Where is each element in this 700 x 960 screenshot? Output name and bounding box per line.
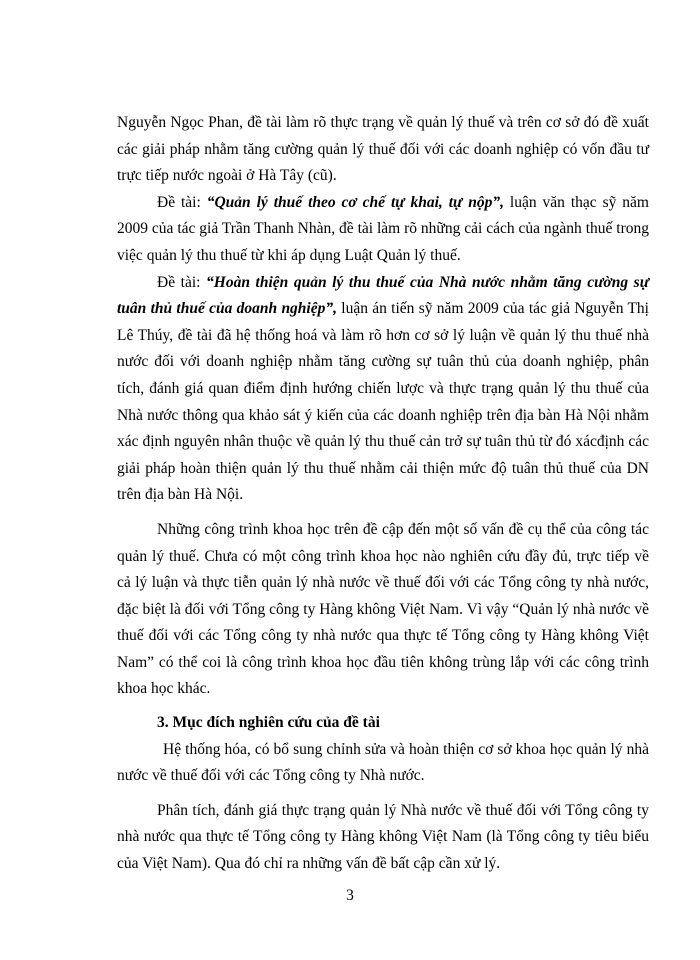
thesis-title: “Hoàn thiện quản lý thu thuế của Nhà nước nhằm tăng cường sự tuân thủ thuế của doanh nghiệp”, [117, 273, 649, 318]
paragraph-label: Đề tài: [157, 273, 207, 291]
paragraph-tax-compliance-thesis [117, 270, 649, 509]
paragraph-text: luận án tiến sỹ năm 2009 của tác giả Nguyễn Thị Lê Thúy, đề tài đã hệ thống hoá và làm rõ hơn cơ sở lý luận về quản lý thu thuế nhà nước đối với doanh nghiệp nhằm tăng cường sự tuân thủ của doanh nghiệp, phân tích, đánh giá quan điểm định hướng chiến lược và thực trạng quản lý thu thuế của Nhà nước thông qua khảo sát ý kiến của các doanh nghiệp trên địa bàn Hà Nội nhằm xác định nguyên nhân thuộc về quản lý thu thuế cản trở sự tuân thủ từ đó xácđịnh các giải pháp hoàn thiện quản lý thu thuế nhằm cải thiện mức độ tuân thủ thuế của DN trên địa bàn Hà Nội. [117, 300, 649, 504]
paragraph-objective-1: Hệ thống hóa, có bổ sung chỉnh sửa và hoàn thiện cơ sở khoa học quản lý nhà nước về thuế đối với các Tổng công ty Nhà nước. [117, 740, 649, 785]
document-body [117, 110, 649, 878]
section-heading: 3. Mục đích nghiên cứu của đề tài [157, 714, 380, 732]
paragraph-continuation: Nguyễn Ngọc Phan, đề tài làm rõ thực trạng về quản lý thuế và trên cơ sở đó đề xuất các giải pháp nhằm tăng cường quản lý thuế đối với các doanh nghiệp có vốn đầu tư trực tiếp nước ngoài ở Hà Tây (cũ). [117, 114, 649, 185]
paragraph-objective-2: Phân tích, đánh giá thực trạng quản lý Nhà nước về thuế đối với Tổng công ty nhà nước qua thực tế Tổng công ty Hàng không Việt Nam (là Tổng công ty tiêu biểu của Việt Nam). Qua đó chỉ ra những vấn đề bất cập cần xử lý. [117, 801, 649, 873]
paragraph-text: luận văn thạc sỹ năm 2009 của tác giả Trần Thanh Nhàn, đề tài làm rõ những cải cách của ngành thuế trong việc quản lý thu thuế từ khi áp dụng Luật Quản lý thuế. [117, 193, 649, 264]
thesis-title: “Quản lý thuế theo cơ chế tự khai, tự nộp”, [206, 193, 504, 211]
page-number: 3 [346, 887, 354, 904]
paragraph-research-gap: Những công trình khoa học trên đề cập đến một số vấn đề cụ thể của công tác quản lý thuế. Chưa có một công trình khoa học nào nghiên cứu đầy đủ, trực tiếp về cả lý luận và thực tiễn quản lý nhà nước về thuế đối với các Tổng công ty nhà nước, đặc biệt là đối với Tổng công ty Hàng không Việt Nam. Vì vậy “Quản lý nhà nước về thuế đối với các Tổng công ty nhà nước qua thực tế Tổng công ty Hàng không Việt Nam” có thể coi là công trình khoa học đầu tiên không trùng lắp với các công trình khoa học khác. [117, 520, 649, 698]
paragraph-label: Đề tài: [157, 193, 207, 211]
paragraph-self-declaration-thesis [117, 190, 649, 270]
